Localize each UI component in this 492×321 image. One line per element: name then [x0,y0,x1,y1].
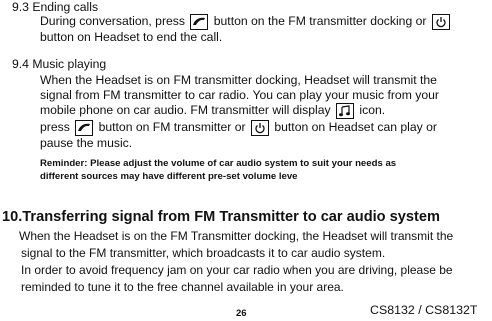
reminder-line-1: Reminder: Please adjust the volume of car audio system to suit your needs as [40,158,397,169]
model-number: CS8132 / CS8132T [370,303,478,317]
section-9-4-line-1: When the Headset is on FM transmitter docking, Headset will transmit the [40,73,437,87]
section-9-4-line-2: signal from FM transmitter to car radio. You can play your music from your [40,88,439,102]
section-10-line-1: When the Headset is on the FM Transmitter docking, the Headset will transmit the [19,229,454,243]
section-10-line-3: In order to avoid frequency jam on your car radio when you are driving, please be [21,263,453,277]
section-9-4-line-3 [40,103,385,119]
phone-handset-icon [190,14,208,30]
reminder-line-2: different sources may have different pre-set volume leve [40,171,298,182]
section-10-line-4: reminded to tune it to the free channel available in your area. [21,280,344,294]
section-9-3-line-1 [40,14,452,30]
section-9-4-text: mobile phone on car audio. FM transmitter will display [40,103,331,118]
power-icon [432,14,450,30]
power-icon [251,120,269,136]
section-9-4-line-5: pause the music. [40,136,133,150]
section-10-line-2: signal to the FM transmitter, which broadcasts it to car audio system. [21,246,386,260]
phone-handset-icon [75,120,93,136]
section-9-4-text: button on Headset can play or [274,120,437,135]
section-9-3-heading: 9.3 Ending calls [12,0,99,14]
music-note-icon [336,103,354,119]
section-9-4-heading: 9.4 Music playing [12,57,107,71]
section-9-3-line-2: button on Headset to end the call. [40,30,223,44]
section-9-4-text: icon. [359,103,386,118]
section-9-3-text: During conversation, press [40,14,185,29]
section-9-4-line-4 [40,120,437,136]
page-number: 26 [236,308,247,319]
section-9-3-text: button on the FM transmitter docking or [213,14,427,29]
section-9-4-text: press [40,120,70,135]
section-10-heading: 10.Transferring signal from FM Transmitter to car audio system [2,209,440,225]
section-9-4-text: button on FM transmitter or [98,120,246,135]
